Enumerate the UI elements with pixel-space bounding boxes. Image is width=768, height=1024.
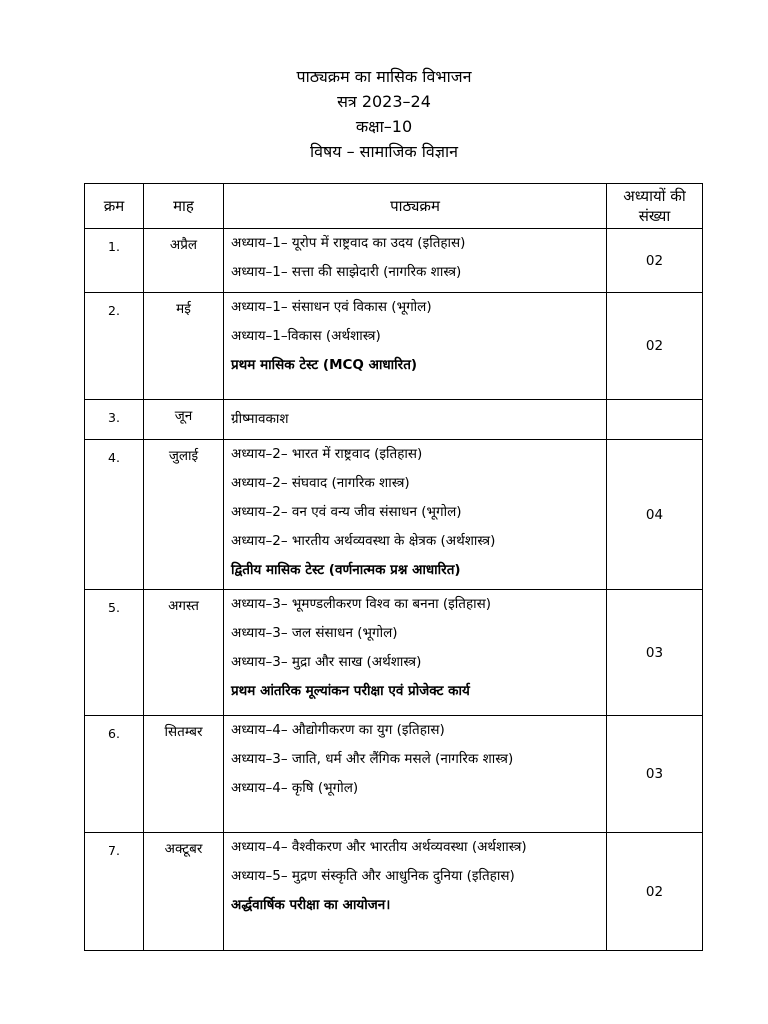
table-row bbox=[85, 229, 703, 293]
row-chapter-count bbox=[607, 400, 703, 440]
row-syllabus bbox=[224, 229, 607, 293]
chapter-line: अध्याय–2– संघवाद (नागरिक शास्त्र) bbox=[231, 475, 410, 491]
chapter-line: अध्याय–2– वन एवं वन्य जीव संसाधन (भूगोल) bbox=[231, 504, 462, 520]
table-row bbox=[85, 590, 703, 716]
test-note: द्वितीय मासिक टेस्ट (वर्णनात्मक प्रश्न आधारित) bbox=[231, 562, 461, 578]
chapter-line: अध्याय–4– औद्योगीकरण का युग (इतिहास) bbox=[231, 722, 445, 738]
row-serial: 1. bbox=[85, 229, 144, 293]
row-syllabus bbox=[224, 293, 607, 400]
table-row bbox=[85, 833, 703, 951]
row-serial: 5. bbox=[85, 590, 144, 716]
chapter-line: अध्याय–3– जल संसाधन (भूगोल) bbox=[231, 625, 398, 641]
chapter-line: अध्याय–4– कृषि (भूगोल) bbox=[231, 780, 359, 796]
row-chapter-count: 02 bbox=[607, 833, 703, 951]
document-title: पाठ्यक्रम का मासिक विभाजन bbox=[296, 67, 472, 86]
chapter-line: अध्याय–1– यूरोप में राष्ट्रवाद का उदय (इतिहास) bbox=[231, 235, 466, 251]
row-chapter-count: 04 bbox=[607, 440, 703, 590]
chapter-line: अध्याय–2– भारतीय अर्थव्यवस्था के क्षेत्रक (अर्थशास्त्र) bbox=[231, 533, 496, 549]
chapter-line: अध्याय–2– भारत में राष्ट्रवाद (इतिहास) bbox=[231, 446, 423, 462]
row-serial: 4. bbox=[85, 440, 144, 590]
row-serial: 7. bbox=[85, 833, 144, 951]
column-header-chapter-count: अध्यायों की संख्या bbox=[607, 184, 703, 229]
row-chapter-count: 02 bbox=[607, 293, 703, 400]
row-chapter-count: 03 bbox=[607, 590, 703, 716]
row-chapter-count: 02 bbox=[607, 229, 703, 293]
chapter-line: अध्याय–5– मुद्रण संस्कृति और आधुनिक दुनिया (इतिहास) bbox=[231, 868, 515, 884]
subject-label: विषय – सामाजिक विज्ञान bbox=[309, 142, 459, 161]
row-serial: 3. bbox=[85, 400, 144, 440]
row-syllabus bbox=[224, 400, 607, 440]
chapter-line: अध्याय–1–विकास (अर्थशास्त्र) bbox=[231, 328, 381, 344]
table-header-row bbox=[85, 184, 703, 229]
syllabus-table bbox=[84, 183, 703, 951]
row-month: अप्रैल bbox=[144, 229, 224, 293]
column-header-month: माह bbox=[144, 184, 224, 229]
row-syllabus bbox=[224, 716, 607, 833]
row-month: अक्टूबर bbox=[144, 833, 224, 951]
row-month: जुलाई bbox=[144, 440, 224, 590]
table-row bbox=[85, 440, 703, 590]
row-syllabus bbox=[224, 440, 607, 590]
chapter-line: ग्रीष्मावकाश bbox=[231, 411, 289, 427]
table-body bbox=[85, 229, 703, 951]
chapter-line: अध्याय–1– सत्ता की साझेदारी (नागरिक शास्त्र) bbox=[231, 264, 462, 280]
table-row bbox=[85, 716, 703, 833]
column-header-syllabus: पाठ्यक्रम bbox=[224, 184, 607, 229]
chapter-line: अध्याय–3– भूमण्डलीकरण विश्व का बनना (इतिहास) bbox=[231, 596, 492, 612]
row-syllabus bbox=[224, 833, 607, 951]
row-month: अगस्त bbox=[144, 590, 224, 716]
session-label: सत्र 2023–24 bbox=[337, 92, 431, 111]
row-syllabus bbox=[224, 590, 607, 716]
row-serial: 6. bbox=[85, 716, 144, 833]
chapter-line: अध्याय–4– वैश्वीकरण और भारतीय अर्थव्यवस्था (अर्थशास्त्र) bbox=[231, 839, 527, 855]
row-month: मई bbox=[144, 293, 224, 400]
table-row bbox=[85, 400, 703, 440]
chapter-line: अध्याय–3– मुद्रा और साख (अर्थशास्त्र) bbox=[231, 654, 422, 670]
row-month: सितम्बर bbox=[144, 716, 224, 833]
document-header bbox=[0, 64, 768, 164]
chapter-line: अध्याय–3– जाति, धर्म और लैंगिक मसले (नागरिक शास्त्र) bbox=[231, 751, 514, 767]
class-label: कक्षा–10 bbox=[355, 117, 413, 136]
column-header-serial: क्रम bbox=[85, 184, 144, 229]
test-note: प्रथम मासिक टेस्ट (MCQ आधारित) bbox=[231, 357, 418, 373]
row-chapter-count: 03 bbox=[607, 716, 703, 833]
table-row bbox=[85, 293, 703, 400]
row-serial: 2. bbox=[85, 293, 144, 400]
test-note: प्रथम आंतरिक मूल्यांकन परीक्षा एवं प्रोजेक्ट कार्य bbox=[231, 683, 470, 699]
row-month: जून bbox=[144, 400, 224, 440]
chapter-line: अध्याय–1– संसाधन एवं विकास (भूगोल) bbox=[231, 299, 432, 315]
test-note: अर्द्धवार्षिक परीक्षा का आयोजन। bbox=[231, 897, 391, 913]
